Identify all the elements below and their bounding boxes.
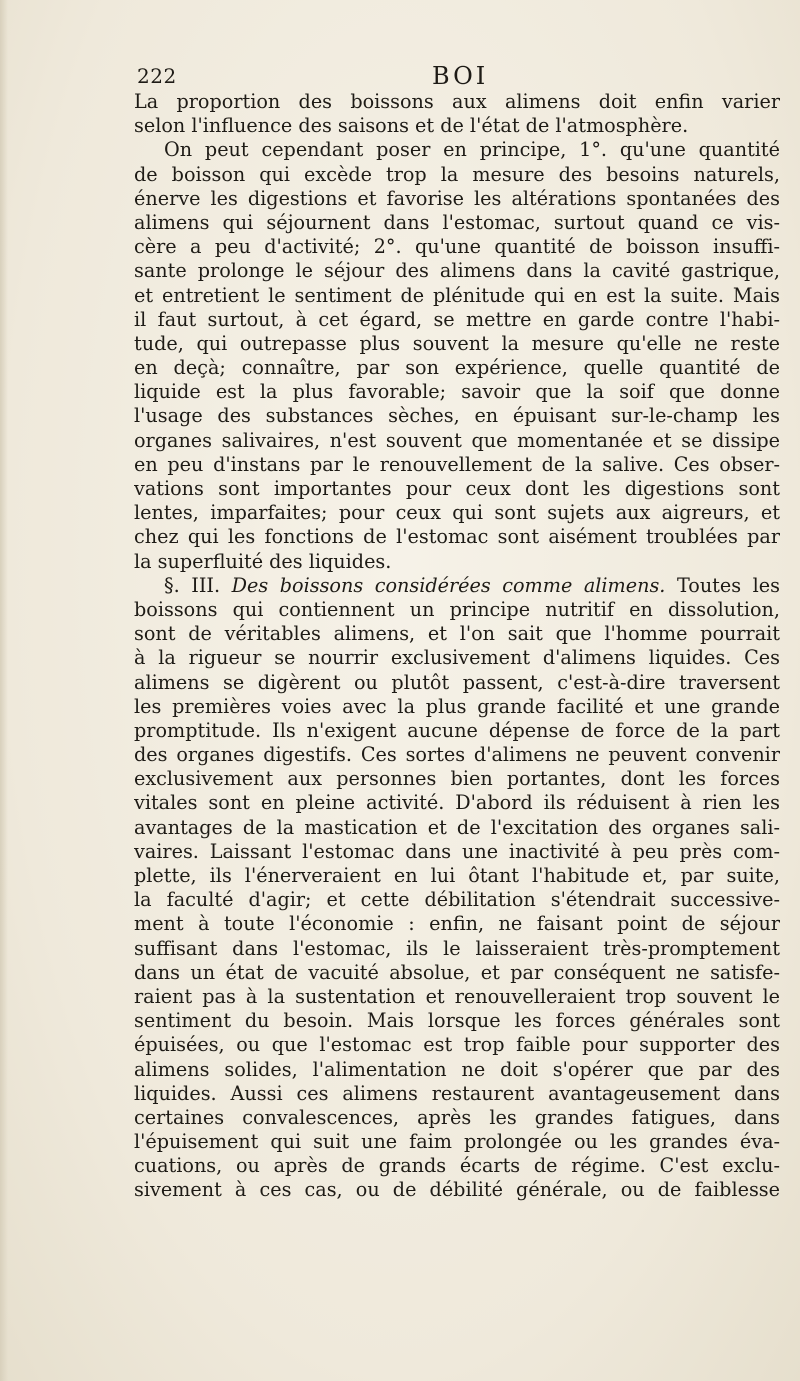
text-line: de boisson qui excède trop la mesure des besoins naturels, — [134, 162, 780, 186]
text-line: vitales sont en pleine activité. D'abord ils réduisent à rien les — [134, 791, 780, 815]
text-line: la superfluité des liquides. — [134, 549, 392, 573]
text-line: boissons qui contiennent un principe nutritif en dissolution, — [134, 597, 780, 621]
text-line: à la rigueur se nourrir exclusivement d'alimens liquides. Ces — [134, 646, 780, 670]
text-line: ment à toute l'économie : enfin, ne faisant point de séjour — [134, 912, 780, 936]
text-line: promptitude. Ils n'exigent aucune dépense de force de la part — [134, 718, 780, 742]
page-header — [137, 62, 777, 92]
text-line: liquides. Aussi ces alimens restaurent avantageusement dans — [134, 1081, 780, 1105]
text-line: épuisées, ou que l'estomac est trop faible pour supporter des — [134, 1033, 780, 1057]
text-line: chez qui les fonctions de l'estomac sont aisément troublées par — [134, 525, 780, 549]
text-line: selon l'influence des saisons et de l'état de l'atmosphère. — [134, 114, 689, 138]
text-fragment: Toutes les — [676, 573, 780, 597]
text-line: On peut cependant poser en principe, 1°. qu'une quantité — [164, 138, 780, 162]
text-line: des organes digestifs. Ces sortes d'alimens ne peuvent convenir — [134, 743, 780, 767]
text-line: sentiment du besoin. Mais lorsque les forces générales sont — [134, 1009, 780, 1033]
text-line: La proportion des boissons aux alimens doit enfin varier — [134, 90, 780, 113]
text-line: cère a peu d'activité; 2°. qu'une quantité de boisson insuffi- — [134, 235, 780, 259]
text-line: liquide est la plus favorable; savoir que la soif que donne — [134, 380, 780, 404]
text-line: sont de véritables alimens, et l'on sait que l'homme pourrait — [134, 622, 780, 646]
text-line: l'épuisement qui suit une faim prolongée ou les grandes éva- — [134, 1130, 780, 1154]
text-line: lentes, imparfaites; pour ceux qui sont sujets aux aigreurs, et — [134, 501, 780, 525]
text-line: en deçà; connaître, par son expérience, quelle quantité de — [134, 356, 780, 380]
text-line: sivement à ces cas, ou de débilité générale, ou de faiblesse — [134, 1178, 780, 1202]
running-head: BOI — [432, 62, 489, 90]
page-number: 222 — [137, 64, 177, 88]
text-line: avantages de la mastication et de l'excitation des organes sali- — [134, 815, 780, 839]
page-gutter-shadow — [0, 0, 8, 1381]
text-line: sante prolonge le séjour des alimens dans la cavité gastrique, — [134, 259, 780, 283]
text-line: énerve les digestions et favorise les altérations spontanées des — [134, 186, 780, 210]
text-line: alimens se digèrent ou plutôt passent, c'est-à-dire traversent — [134, 670, 780, 694]
text-line: vations sont importantes pour ceux dont les digestions sont — [134, 477, 780, 500]
text-line: exclusivement aux personnes bien portantes, dont les forces — [134, 767, 780, 791]
text-line: suffisant dans l'estomac, ils le laisseraient très-promptement — [134, 936, 780, 960]
text-line: il faut surtout, à cet égard, se mettre en garde contre l'habi- — [134, 307, 780, 331]
section-title: Des boissons considérées comme alimens. — [231, 573, 666, 597]
text-line: plette, ils l'énerveraient en lui ôtant l'habitude et, par suite, — [134, 864, 780, 887]
text-line: alimens qui séjournent dans l'estomac, surtout quand ce vis- — [134, 210, 780, 234]
text-line: les premières voies avec la plus grande facilité et une grande — [134, 694, 780, 718]
text-line: vaires. Laissant l'estomac dans une inactivité à peu près com- — [134, 839, 780, 863]
text-line: et entretient le sentiment de plénitude qui en est la suite. Mais — [134, 283, 780, 307]
section-number: §. III. — [164, 573, 221, 597]
text-line: organes salivaires, n'est souvent que momentanée et se dissipe — [134, 428, 780, 452]
text-line: tude, qui outrepasse plus souvent la mesure qu'elle ne reste — [134, 331, 780, 355]
text-line: cuations, ou après de grands écarts de régime. C'est exclu- — [134, 1154, 780, 1178]
text-line: raient pas à la sustentation et renouvelleraient trop souvent le — [134, 984, 780, 1008]
text-line: alimens solides, l'alimentation ne doit s'opérer que par des — [134, 1057, 780, 1081]
section-heading-line — [134, 574, 780, 598]
text-line: en peu d'instans par le renouvellement de la salive. Ces obser- — [134, 452, 780, 476]
text-line: dans un état de vacuité absolue, et par conséquent ne satisfe- — [134, 960, 780, 984]
text-line: certaines convalescences, après les grandes fatigues, dans — [134, 1105, 780, 1129]
text-line: l'usage des substances sèches, en épuisant sur-le-champ les — [134, 404, 780, 428]
text-line: la faculté d'agir; et cette débilitation s'étendrait successive- — [134, 888, 780, 912]
text-block — [134, 90, 780, 1203]
